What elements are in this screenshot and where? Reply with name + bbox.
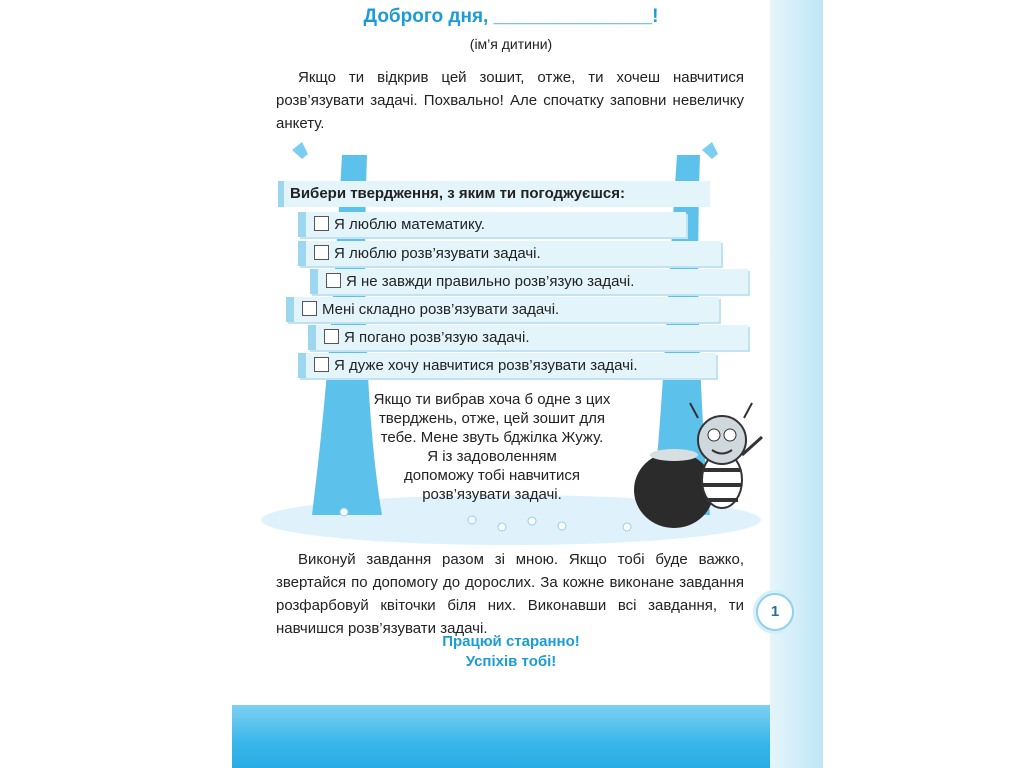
bee-message-line: розв’язувати задачі.: [422, 486, 562, 503]
bee-message-line: допоможу тобі навчитися: [403, 467, 581, 484]
survey-option[interactable]: [310, 269, 748, 294]
option-label: Мені складно розв’язувати задачі.: [322, 301, 560, 318]
option-label: Я дуже хочу навчитися розв’язувати задачі.: [334, 357, 638, 374]
motto-line: Успіхів тобі!: [465, 653, 557, 670]
survey-option[interactable]: [286, 297, 719, 322]
bee-message-line: тверджень, отже, цей зошит для: [378, 410, 606, 427]
option-label: Я люблю розв’язувати задачі.: [334, 245, 541, 262]
checkbox[interactable]: [314, 245, 329, 260]
checkbox[interactable]: [326, 273, 341, 288]
checkbox[interactable]: [314, 357, 329, 372]
outro-paragraph: Виконуй завдання разом зі мною. Якщо тобі буде важко, звертайся по допомогу до дорослих. За кожне виконане завдання розфарбовуй квіточки біля них. Виконавши всі завдання, ти навчишся розв’язувати задачі.: [276, 551, 744, 637]
checkbox[interactable]: [324, 329, 339, 344]
page-edge: [770, 0, 823, 768]
survey-prompt: Вибери твердження, з яким ти погоджуєшся:: [278, 181, 710, 207]
child-name-hint: (ім’я дитини): [469, 36, 553, 52]
bee-message-line: Я із задоволенням: [427, 448, 557, 465]
bee-message-line: Якщо ти вибрав хоча б одне з цих: [373, 391, 611, 408]
page-number: 1: [756, 593, 794, 631]
checkbox[interactable]: [302, 301, 317, 316]
option-label: Я погано розв’язую задачі.: [344, 329, 530, 346]
option-label: Я не завжди правильно розв’язую задачі.: [346, 273, 635, 290]
sky-band: [232, 705, 790, 768]
survey-option[interactable]: [308, 325, 748, 350]
intro-paragraph: Якщо ти відкрив цей зошит, отже, ти хочеш навчитися розв’язувати задачі. Похвально! Але спочатку заповни невеличку анкету.: [276, 69, 744, 132]
bee-message-line: тебе. Мене звуть бджілка Жужу.: [380, 429, 604, 446]
workbook-page: [232, 0, 790, 768]
survey-option[interactable]: [298, 353, 716, 378]
survey-option[interactable]: [298, 212, 686, 237]
option-label: Я люблю математику.: [334, 216, 485, 233]
motto-line: Працюй старанно!: [442, 633, 580, 650]
survey-option[interactable]: [298, 241, 721, 266]
checkbox[interactable]: [314, 216, 329, 231]
greeting-title: Доброго дня, _______________!: [363, 6, 659, 27]
bee-message: [342, 390, 642, 504]
